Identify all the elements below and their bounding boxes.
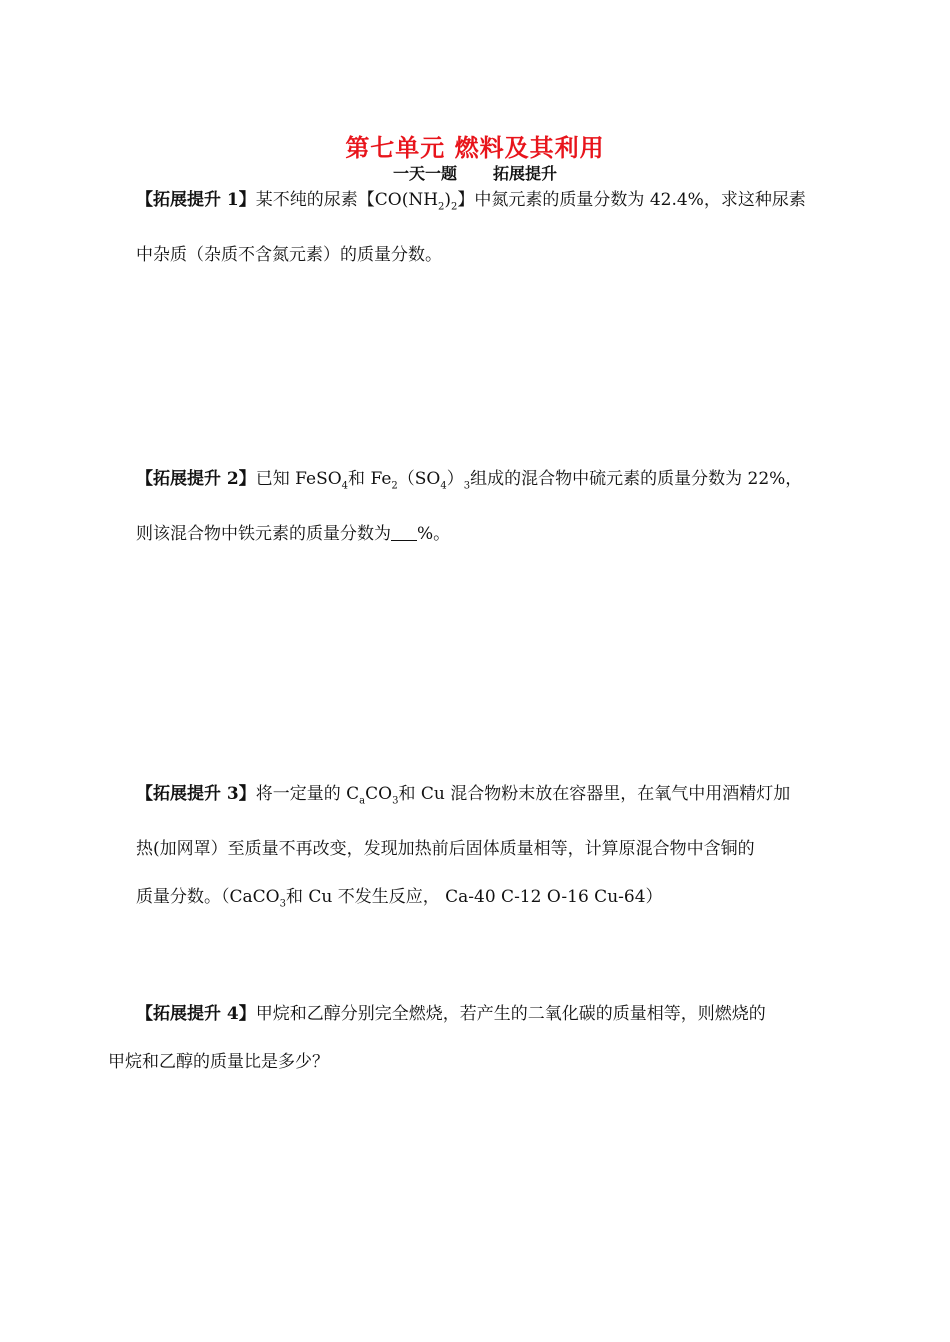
question-3-line-3 [136, 873, 790, 928]
question-1-line-2: 中杂质（杂质不含氮元素）的质量分数。 [136, 245, 442, 266]
question-3-tag: 【拓展提升 3】 [136, 784, 256, 804]
question-4-text: 甲烷和乙醇分别完全燃烧，若产生的二氧化碳的质量相等，则燃烧的 [255, 1004, 766, 1024]
question-1-text: 某不纯的尿素【 [255, 190, 375, 210]
question-2-text: 已知 FeSO [255, 469, 342, 489]
question-3-text: CO [365, 784, 393, 804]
subscript: 4 [440, 480, 447, 492]
question-1-line-1 [136, 176, 806, 231]
question-3-text: 质量分数。（CaCO [136, 887, 280, 908]
subscript: 2 [391, 480, 398, 492]
subtitle-right: 拓展提升 [493, 164, 558, 183]
question-3-text: 和 Cu 不发生反应， Ca-40 C-12 O-16 Cu-64） [285, 887, 663, 908]
question-3-text: 和 Cu 混合物粉末放在容器里，在氧气中用酒精灯加 [398, 784, 791, 804]
urea-formula: CO(NH [374, 190, 439, 210]
question-3-text: 将一定量的 C [255, 784, 360, 804]
answer-blank[interactable] [391, 524, 417, 541]
question-4-line-2: 甲烷和乙醇的质量比是多少？ [108, 1052, 329, 1072]
question-4-tag: 【拓展提升 4】 [136, 1004, 256, 1024]
question-2-text: （SO [397, 469, 441, 489]
question-2-text: ） [446, 469, 464, 489]
subscript: a [359, 795, 366, 807]
subscript: 3 [392, 795, 399, 807]
page-title: 第七单元 燃料及其利用 [345, 133, 605, 162]
question-1 [136, 176, 806, 279]
question-3 [136, 770, 790, 929]
question-4 [108, 990, 766, 1086]
subscript: 3 [463, 480, 471, 492]
question-1-text: 】中氮元素的质量分数为 42.4%，求这种尿素 [457, 190, 806, 210]
question-3-line-1 [136, 770, 790, 825]
subscript: 2 [438, 201, 445, 213]
question-2 [136, 455, 802, 558]
question-4-line-1 [136, 990, 766, 1038]
question-2-line-2 [136, 510, 802, 558]
subscript: 4 [341, 480, 349, 492]
question-1-tag: 【拓展提升 1】 [136, 190, 256, 210]
question-2-tag: 【拓展提升 2】 [136, 469, 256, 489]
subtitle-left: 一天一题 [392, 164, 457, 183]
question-3-line-2: 热(加网罩）至质量不再改变，发现加热前后固体质量相等，计算原混合物中含铜的 [136, 839, 755, 860]
question-2-text: 和 Fe [348, 469, 392, 489]
question-2-text: %。 [417, 524, 451, 545]
question-2-text: 则该混合物中铁元素的质量分数为 [136, 524, 391, 545]
question-2-text: 组成的混合物中硫元素的质量分数为 22%， [470, 469, 803, 489]
subscript: 3 [279, 898, 286, 910]
question-2-line-1 [136, 455, 802, 510]
subscript: 2 [451, 201, 458, 213]
urea-formula-close: ) [444, 190, 452, 210]
